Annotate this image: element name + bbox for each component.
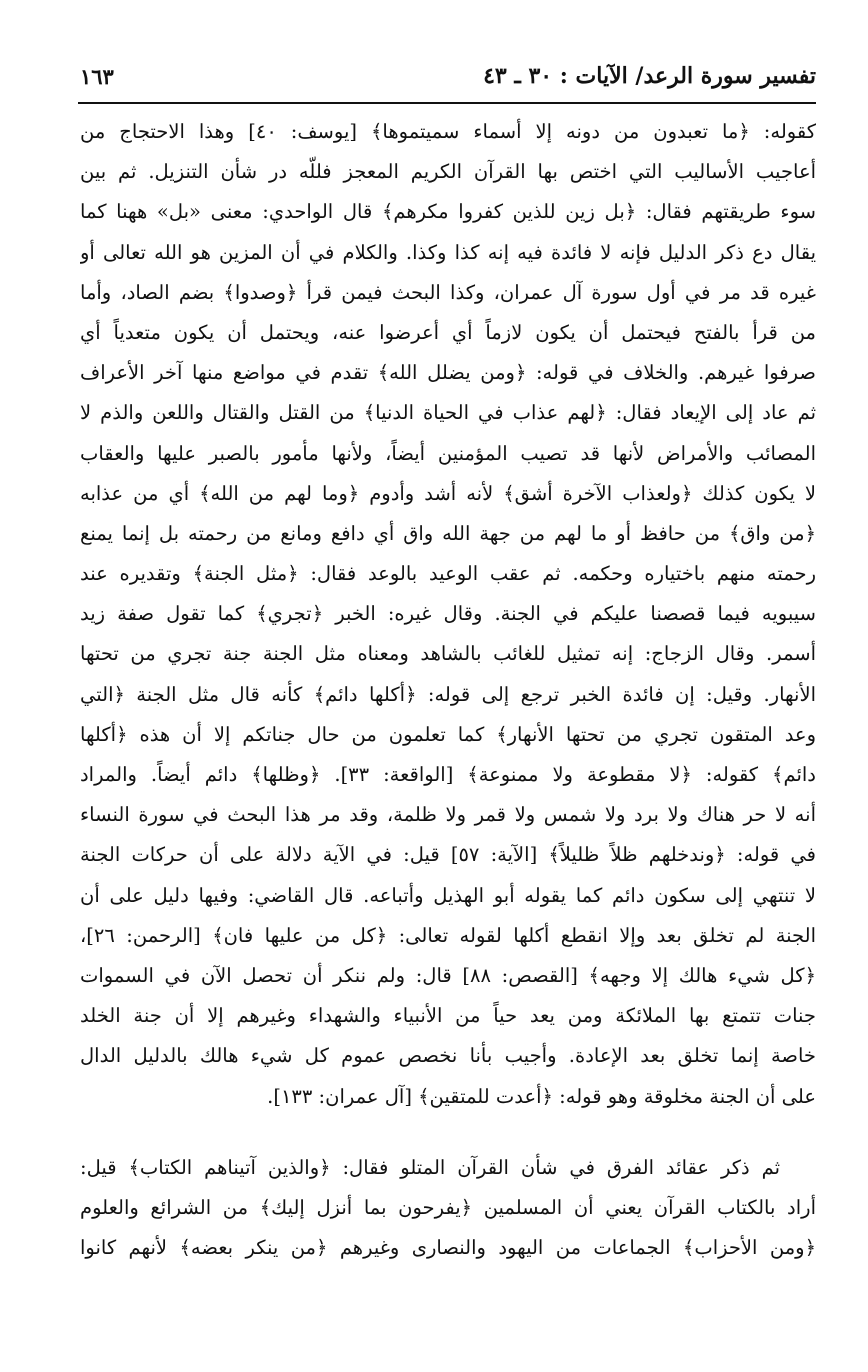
text-line: ثم عاد إلى الإيعاد فقال: ﴿لهم عذاب في الحياة الدنيا﴾ من القتل والقتال واللعن والذم لا xyxy=(80,401,816,425)
running-title: تفسير سورة الرعد/ الآيات : ٣٠ ـ ٤٣ xyxy=(483,63,816,89)
header-rule xyxy=(78,102,816,104)
text-line: أعاجيب الأساليب التي اختص بها القرآن الكريم المعجز فللّه در شأن التنزيل. ثم بين xyxy=(80,160,816,184)
text-line: أنه لا حر هناك ولا برد ولا شمس ولا قمر ولا ظلمة، وقد مر هذا البحث في سورة النساء xyxy=(80,803,816,827)
text-line: ﴿كل شيء هالك إلا وجهه﴾ [القصص: ٨٨] قال: ولم ننكر أن تحصل الآن في السموات xyxy=(80,963,816,987)
text-line: لا يكون كذلك ﴿ولعذاب الآخرة أشق﴾ لأنه أشد وأدوم ﴿وما لهم من الله﴾ أي من عذابه xyxy=(80,481,816,505)
text-line: دائم﴾ كقوله: ﴿لا مقطوعة ولا ممنوعة﴾ [الواقعة: ٣٣]. ﴿وظلها﴾ دائم أيضاً. والمراد xyxy=(80,763,816,786)
paragraph-1 xyxy=(80,112,816,1117)
page-header xyxy=(80,56,816,96)
text-line: سوء طريقتهم فقال: ﴿بل زين للذين كفروا مكرهم﴾ قال الواحدي: معنى «بل» ههنا كما xyxy=(80,200,816,224)
text-line-last: على أن الجنة مخلوقة وهو قوله: ﴿أعدت للمتقين﴾ [آل عمران: ١٣٣]. xyxy=(267,1084,816,1108)
text-line: خاصة إنما تخلق بعد الإعادة. وأجيب بأنا نخصص عموم كل شيء هالك بالدليل الدال xyxy=(80,1044,816,1068)
text-line: وعد المتقون تجري من تحتها الأنهار﴾ كما تعلمون من حال جناتكم إلا أن هذه ﴿أكلها xyxy=(80,722,816,746)
text-line: في قوله: ﴿وندخلهم ظلاً ظليلاً﴾ [الآية: ٥٧] قيل: في الآية دلالة على أن حركات الجنة xyxy=(80,843,816,867)
text-line: سيبويه فيما قصصنا عليكم في الجنة. وقال غيره: الخبر ﴿تجري﴾ كما تقول صفة زيد xyxy=(80,602,816,626)
text-line: الجنة لم تخلق بعد وإلا انقطع أكلها لقوله تعالى: ﴿كل من عليها فان﴾ [الرحمن: ٢٦]، xyxy=(80,923,816,947)
text-line: المصائب والأمراض لأنها قد تصيب المؤمنين أيضاً، ولأنها مأمور بالصبر عليها والعقاب xyxy=(80,441,816,465)
text-line: من قرأ بالفتح فيحتمل أن يكون لازماً أي أعرضوا عنه، ويحتمل أن يكون متعدياً أي xyxy=(80,320,816,344)
text-line: ﴿ومن الأحزاب﴾ الجماعات من اليهود والنصارى وغيرهم ﴿من ينكر بعضه﴾ لأنهم كانوا xyxy=(80,1236,816,1260)
text-line: لا تنتهي إلى سكون دائم كما يقوله أبو الهذيل وأتباعه. قال القاضي: وفيها دليل على أن xyxy=(80,883,816,907)
text-line: ثم ذكر عقائد الفرق في شأن القرآن المتلو فقال: ﴿والذين آتيناهم الكتاب﴾ قيل: xyxy=(80,1156,780,1179)
text-line: ﴿من واق﴾ من حافظ أو ما لهم من جهة الله واق أي دافع ومانع من رحمته بل إنما يمنع xyxy=(80,521,816,545)
text-line: الأنهار. وقيل: إن فائدة الخبر ترجع إلى قوله: ﴿أكلها دائم﴾ كأنه قال مثل الجنة ﴿التي xyxy=(80,682,816,706)
text-line: جنات تتمتع بها الملائكة ومن يعد حياً من الأنبياء والشهداء وغيرهم إلا أن جنة الخلد xyxy=(80,1004,816,1028)
page-number: ١٦٣ xyxy=(80,63,114,89)
text-line: كقوله: ﴿ما تعبدون من دونه إلا أسماء سميتموها﴾ [يوسف: ٤٠] وهذا الاحتجاج من xyxy=(80,120,816,143)
text-line: أسمر. وقال الزجاج: إنه تمثيل للغائب بالشاهد ومعناه مثل الجنة جنة تجري من تحتها xyxy=(80,642,816,666)
text-line: صرفوا غيرهم. والخلاف في قوله: ﴿ومن يضلل الله﴾ تقدم في مواضع منها آخر الأعراف xyxy=(80,361,816,385)
paragraph-2 xyxy=(80,1148,816,1269)
text-line: أراد بالكتاب القرآن يعني أن المسلمين ﴿يفرحون بما أنزل إليك﴾ من الشرائع والعلوم xyxy=(80,1196,816,1220)
text-line: يقال دع ذكر الدليل فإنه لا فائدة فيه إنه كذا وكذا. والكلام في أن المزين هو الله تعالى أو xyxy=(80,240,816,264)
text-line: غيره قد مر في أول سورة آل عمران، وكذا البحث فيمن قرأ ﴿وصدوا﴾ بضم الصاد، وأما xyxy=(80,280,816,304)
text-line: رحمته منهم باختياره وحكمه. ثم عقب الوعيد بالوعد فقال: ﴿مثل الجنة﴾ وتقديره عند xyxy=(80,562,816,586)
